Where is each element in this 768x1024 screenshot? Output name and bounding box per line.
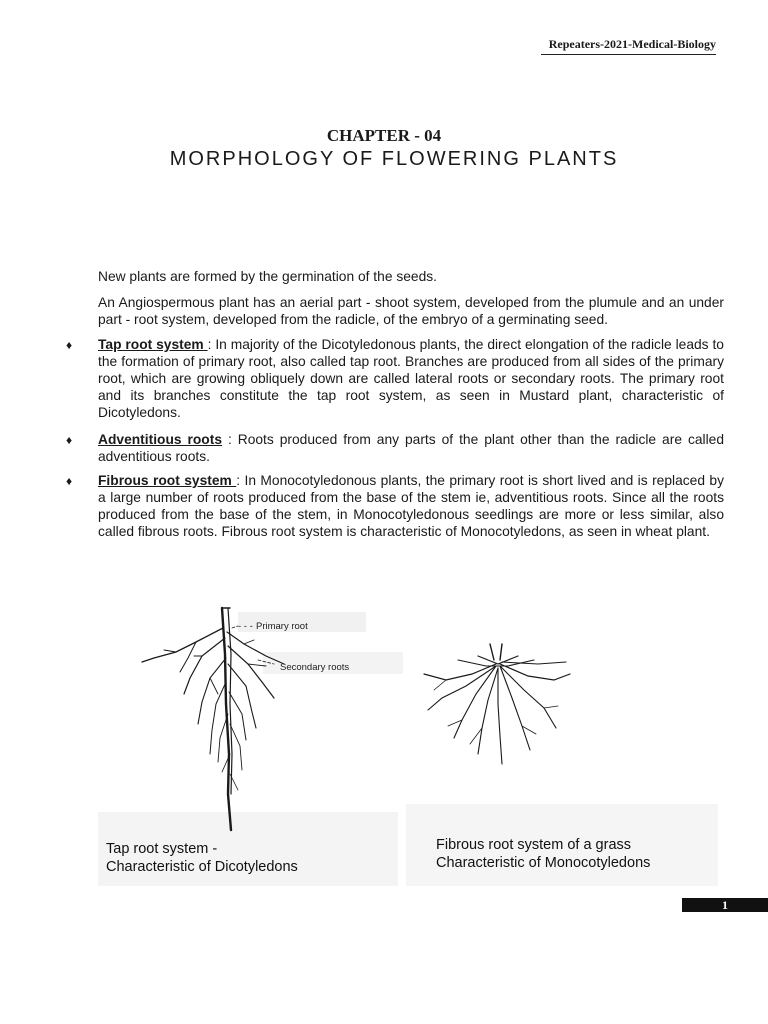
caption-line: Characteristic of Dicotyledons — [106, 859, 298, 875]
term-fibrous-root: Fibrous root system — [98, 473, 237, 488]
paragraph-text: An Angiospermous plant has an aerial part - shoot system, developed from the plumule and an under part - root system, developed from the radicle, of the embryo of a germinating seed. — [98, 295, 724, 327]
definition-fibrous-root: : In Monocotyledonous plants, the primary root is short lived and is replaced by a large number of roots produced from the base of the stem ie, adventitious roots. Since all the roots produced from the base of the stem, in Monocotyledonous seedlings are more or less similar, also called fibrous roots. Fibrous root system is characteristic of Monocotyledons, as seen in wheat plant. — [98, 473, 724, 539]
bullet-fibrous-root — [98, 472, 724, 540]
chapter-number: CHAPTER - 04 — [326, 126, 442, 145]
caption-line: Tap root system - — [106, 841, 218, 857]
label-primary-root: Primary root — [256, 621, 308, 632]
paragraph-germination — [98, 268, 724, 285]
bullet-text — [98, 431, 724, 465]
bullet-text — [98, 336, 724, 421]
caption-line: Characteristic of Monocotyledons — [436, 855, 651, 871]
fibrous-root-drawing — [424, 644, 570, 764]
caption-tap-root — [106, 840, 298, 876]
bullet-text — [98, 472, 724, 540]
bullet-adventitious-roots — [98, 431, 724, 465]
bullet-tap-root — [98, 336, 724, 421]
paragraph-angiosperm — [98, 294, 724, 328]
label-dashes: - - - — [238, 621, 253, 632]
running-head: Repeaters-2021-Medical-Biology — [541, 37, 716, 55]
caption-line: Fibrous root system of a grass — [436, 837, 632, 853]
bullet-diamond-icon: ♦ — [66, 338, 73, 352]
chapter-title: MORPHOLOGY OF FLOWERING PLANTS — [169, 148, 619, 170]
term-tap-root: Tap root system — [98, 337, 208, 352]
bullet-diamond-icon: ♦ — [66, 433, 73, 447]
caption-fibrous-root — [436, 836, 650, 872]
root-systems-figure — [98, 594, 718, 886]
definition-tap-root: : In majority of the Dicotyledonous plants, the direct elongation of the radicle leads to the formation of primary root, also called tap root. Branches are produced from all sides of the primary root, which are growing obliquely down are called lateral roots or secondary roots. The primary root and its branches constitute the tap root system, as seen in Mustard plant, characteristic of Dicotyledons. — [98, 337, 724, 420]
label-secondary-roots: Secondary roots — [280, 662, 350, 673]
definition-adventitious-roots: : Roots produced from any parts of the plant other than the radicle are called adventitious roots. — [98, 432, 724, 464]
bullet-diamond-icon: ♦ — [66, 474, 73, 488]
term-adventitious-roots: Adventitious roots — [98, 432, 222, 447]
page-number: 1 — [682, 898, 768, 912]
paragraph-text: New plants are formed by the germination of the seeds. — [98, 269, 437, 284]
tap-root-drawing — [142, 608, 284, 830]
